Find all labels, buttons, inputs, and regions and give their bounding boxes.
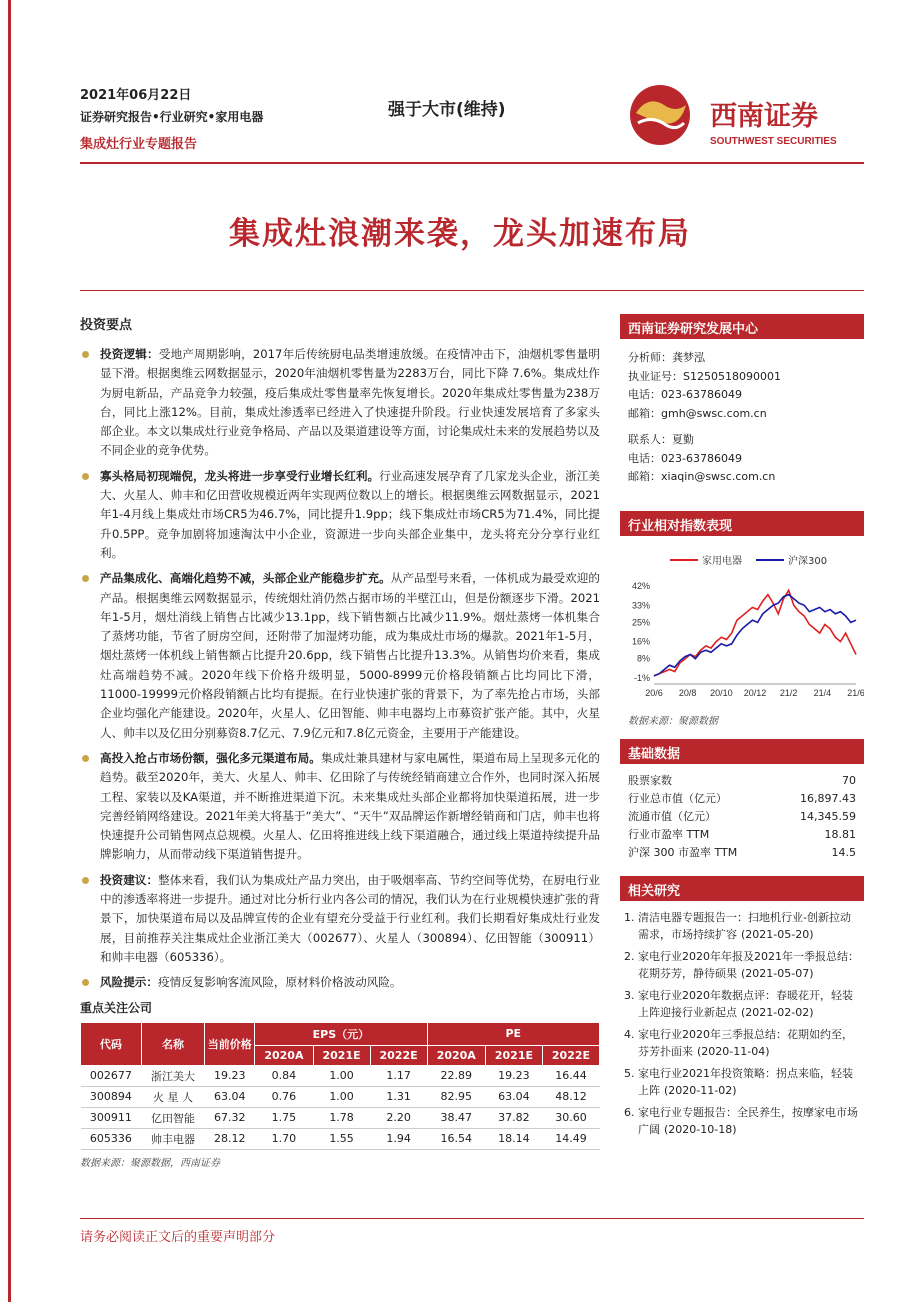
bullet-text: 集成灶兼具建材与家电属性，渠道布局上呈现多元化的趋势。截至2020年，美大、火星人、帅丰、亿田除了与传统经销商建立合作外，也同时深入拓展工程、家装以及KA渠道，并不断推进渠道下沉。未来集成灶头部企业都将加快渠道拓展，进一步完善经销网络建设。2021年美大将基于“美大”、“天牛”双品牌运作新增经销商和门店，帅丰也将快速提升公司销售网点总规模。火星人、亿田将推进线上线下渠道融合，通过线上渠道持续提升品牌影响力，从而带动线下渠道销售提升。	[100, 750, 600, 862]
th-pe: PE	[427, 1022, 599, 1045]
related-item-body	[638, 948, 860, 983]
bullet-text: 疫情反复影响客流风险，原材料价格波动风险。	[157, 975, 402, 990]
table-row	[81, 1107, 600, 1128]
basic-data-value: 14,345.59	[800, 809, 856, 823]
related-item-number: 3.	[624, 988, 635, 1002]
y-tick-label: 33%	[631, 599, 650, 610]
cell-price: 63.04	[213, 1090, 246, 1103]
industry-rating: 强于大市(维持)	[388, 100, 506, 120]
cell-code: 300894	[89, 1090, 132, 1103]
cell-name: 火 星 人	[153, 1090, 194, 1104]
basic-data-value: 70	[842, 773, 856, 787]
analyst-name: 分析师：龚梦泓	[628, 351, 705, 364]
cell-pe: 18.14	[498, 1132, 530, 1145]
cell-code: 605336	[89, 1132, 132, 1145]
basic-data-label: 行业总市值（亿元）	[628, 791, 727, 805]
y-tick-label: 16%	[631, 636, 650, 647]
footer-disclaimer: 请务必阅读正文后的重要声明部分	[80, 1230, 276, 1245]
cell-eps: 1.55	[329, 1132, 354, 1145]
related-item-title: 家电行业专题报告：全民养生，按摩家电市场广阔	[638, 1105, 858, 1136]
cell-pe: 30.60	[555, 1111, 587, 1124]
x-tick-label: 20/8	[678, 687, 697, 698]
stock-table-heading: 重点关注公司	[80, 1000, 153, 1015]
basic-data-list	[620, 764, 864, 862]
main-column	[80, 314, 600, 1169]
cell-pe: 38.47	[440, 1111, 472, 1124]
header-divider	[80, 162, 864, 164]
cell-eps: 1.94	[386, 1132, 411, 1145]
stock-table	[80, 1022, 600, 1150]
related-research-item[interactable]	[624, 1026, 860, 1061]
th-year-eps: 2020A	[255, 1045, 313, 1065]
related-item-date: (2021-02-02)	[741, 1006, 814, 1019]
related-research-item[interactable]	[624, 987, 860, 1022]
x-tick-label: 20/6	[645, 687, 663, 698]
invest-bullet	[80, 749, 600, 865]
cell-name: 帅丰电器	[151, 1132, 196, 1146]
related-item-number: 1.	[624, 910, 635, 924]
stock-table-body	[81, 1065, 600, 1149]
table-row	[81, 1065, 600, 1086]
related-item-number: 4.	[624, 1027, 635, 1041]
cell-code: 300911	[89, 1111, 132, 1124]
cell-pe: 14.49	[555, 1132, 587, 1145]
th-eps: EPS（元）	[255, 1022, 427, 1045]
left-accent-bar	[8, 0, 11, 1302]
cell-name: 浙江美大	[151, 1069, 196, 1083]
basic-data-row	[620, 790, 864, 808]
invest-heading: 投资要点	[80, 318, 133, 333]
x-tick-label: 20/12	[743, 687, 767, 698]
related-item-number: 2.	[624, 949, 635, 963]
related-item-number: 5.	[624, 1066, 635, 1080]
related-research-item[interactable]	[624, 1065, 860, 1100]
chart-source: 数据来源：聚源数据	[628, 715, 718, 727]
report-date: 2021年06月22日	[80, 88, 192, 103]
bullet-lead: 风险提示：	[100, 975, 158, 990]
bullet-lead: 投资建议：	[100, 872, 159, 887]
report-type: 证券研究报告•行业研究•家用电器	[80, 110, 264, 124]
th-year-eps: 2021E	[313, 1045, 370, 1065]
cell-pe: 19.23	[498, 1069, 530, 1082]
basic-data-row	[620, 826, 864, 844]
cell-eps: 1.75	[271, 1111, 297, 1124]
report-subtitle: 集成灶行业专题报告	[80, 137, 198, 152]
basic-data-label: 股票家数	[628, 773, 672, 787]
related-item-body	[638, 1104, 860, 1139]
invest-bullet	[80, 345, 600, 461]
table-row	[81, 1128, 600, 1149]
cell-eps: 1.00	[329, 1090, 354, 1103]
cell-code: 002677	[89, 1069, 132, 1082]
related-item-date: (2020-10-18)	[664, 1123, 737, 1136]
related-item-date: (2021-05-20)	[741, 928, 814, 941]
invest-bullet	[80, 569, 600, 743]
related-item-title: 家电行业2021年投资策略：拐点来临，轻装上阵	[638, 1066, 853, 1097]
related-item-title: 家电行业2020年年报及2021年一季报总结：花期芬芳，静待硕果	[638, 949, 859, 980]
cell-pe: 37.82	[498, 1111, 530, 1124]
contact-info	[620, 339, 864, 487]
y-tick-label: 25%	[631, 616, 650, 627]
related-research-heading: 相关研究	[620, 876, 864, 901]
cell-eps: 1.70	[271, 1132, 297, 1145]
bullet-text: 行业高速发展孕育了几家龙头企业，浙江美大、火星人、帅丰和亿田营收规模近两年实现两位数以上的增长。根据奥维云网数据显示，2021年1-4月线上集成灶市场CR5为46.7%，同比提升1.9pp；线下集成灶市场CR5为71.4%，同比提升0.5PP。竞争加剧将加速淘汰中小企业，资源进一步向头部企业集中，龙头将充分分享行业红利。	[100, 468, 600, 560]
related-research-list	[620, 901, 864, 1139]
cell-eps: 1.17	[386, 1069, 411, 1082]
logo-en-text: SOUTHWEST SECURITIES	[710, 136, 837, 147]
cell-eps: 1.78	[329, 1111, 354, 1124]
report-title: 集成灶浪潮来袭，龙头加速布局	[229, 216, 691, 252]
logo-emblem-icon	[628, 83, 858, 153]
invest-bullet	[80, 467, 600, 563]
cell-eps: 1.31	[386, 1090, 411, 1103]
cell-eps: 1.00	[329, 1069, 354, 1082]
bullet-lead: 投资逻辑：	[100, 347, 159, 361]
bullet-text: 从产品型号来看，一体机成为最受欢迎的产品。根据奥维云网数据显示，传统烟灶消仍然占据市场的半壁江山，但是份额逐步下滑。2021年1-5月，烟灶消线上销售占比减少13.1pp，线下销售额占比减少11.9%。烟灶蒸烤一体机集合了蒸烤功能，节省了厨房空间，还附带了加湿烤功能，成为集成灶市场的爆款。2021年1-5月，烟灶蒸烤一体机线上销售额占比提升20.6pp，线下销售占比提升13.3%。从销售均价来看，集成灶高端趋势不减。2020年线下价格升级明显，5000-8999元价格段销额占比均同比下滑，11000-19999元价格段销额占比均有提振。在行业快速扩张的背景下，为了率先抢占市场，头部企业均强化产能建设。2020年，火星人、亿田智能、帅丰电器均上市募资扩张产能。其中，火星人、帅丰以及亿田分别募资8.7亿元、7.9亿元和7.8亿元资金，主要用于产能建设。	[100, 571, 600, 740]
cell-pe: 82.95	[440, 1090, 472, 1103]
th-name: 名称	[141, 1022, 204, 1065]
company-logo	[628, 83, 858, 153]
basic-data-label: 行业市盈率 TTM	[628, 827, 710, 841]
bullet-text: 受地产周期影响，2017年后传统厨电品类增速放缓。在疫情冲击下，油烟机零售量明显下滑。根据奥维云网数据显示，2020年油烟机零售量为2283万台，同比下降 7.6%。集成灶作为厨电新品，产品竞争力较强，疫后集成灶零售量率先恢复增长。2020年集成灶零售量为238万台，同比上涨12%。目前，集成灶渗透率已经进入了快速提升阶段。行业快速发展培育了多家头部企业。本文以集成灶行业竞争格局、产品以及渠道建设等方面，讨论集成灶未来的发展趋势以及不同企业的竞争优势。	[100, 347, 600, 458]
contact-phone: 电话：023-63786049	[628, 451, 742, 465]
title-divider	[80, 290, 864, 291]
related-research-item[interactable]	[624, 948, 860, 983]
related-item-date: (2020-11-04)	[697, 1045, 770, 1058]
th-code: 代码	[81, 1022, 142, 1065]
basic-data-row	[620, 844, 864, 862]
logo-cn-text: 西南证券	[710, 101, 818, 132]
cell-pe: 16.54	[440, 1132, 472, 1145]
analyst-phone: 电话：023-63786049	[628, 388, 742, 401]
related-item-title: 家电行业2020年数据点评：春暖花开，轻装上阵迎接行业新起点	[638, 988, 853, 1019]
analyst-license: 执业证号：S1250518090001	[628, 369, 781, 383]
x-tick-label: 21/6	[847, 687, 864, 698]
related-item-title: 家电行业2020年三季报总结：花期如约至，芬芳扑面来	[638, 1027, 853, 1058]
x-tick-label: 20/10	[710, 687, 733, 698]
bullet-lead: 产品集成化、高端化趋势不减，头部企业产能稳步扩充。	[100, 571, 391, 586]
invest-bullet	[80, 871, 600, 967]
table-row	[81, 1086, 600, 1107]
cell-price: 19.23	[213, 1069, 246, 1082]
series-line-1	[654, 594, 856, 675]
cell-pe: 16.44	[555, 1069, 587, 1082]
side-column	[620, 314, 864, 1143]
y-tick-label: 42%	[631, 580, 650, 591]
bullet-text: 整体来看，我们认为集成灶产品力突出，由于吸烟率高、节约空间等优势，在厨电行业中的渗透率将进一步提升。通过对比分析行业内各公司的情况，我们认为在行业规模快速扩张的背景下，加快渠道布局以及品牌宣传的企业有望充分受益于行业红利。我们长期看好集成灶行业发展，目前推荐关注集成灶企业浙江美大（002677）、火星人（300894）、亿田智能（300911）和帅丰电器（605336）。	[100, 872, 600, 964]
index-chart-heading: 行业相对指数表现	[620, 511, 864, 536]
relative-index-chart	[620, 536, 864, 700]
cell-pe: 22.89	[440, 1069, 472, 1082]
basic-data-label: 流通市值（亿元）	[628, 809, 716, 823]
basic-data-value: 14.5	[831, 845, 856, 859]
th-price: 当前价格	[205, 1022, 255, 1065]
basic-data-label: 沪深 300 市盈率 TTM	[628, 845, 738, 859]
related-item-title: 清洁电器专题报告一：扫地机行业-创新拉动需求，市场持续扩容	[638, 910, 851, 941]
th-year-pe: 2021E	[485, 1045, 542, 1065]
cell-price: 28.12	[213, 1132, 246, 1145]
related-item-body	[638, 909, 860, 944]
related-item-number: 6.	[624, 1105, 635, 1119]
basic-data-heading: 基础数据	[620, 739, 864, 764]
cell-price: 67.32	[213, 1111, 246, 1124]
basic-data-row	[620, 772, 864, 790]
cell-eps: 0.84	[271, 1069, 297, 1082]
legend-label: 家用电器	[702, 555, 742, 567]
legend-label: 沪深300	[788, 555, 828, 567]
y-tick-label: 8%	[636, 653, 650, 664]
x-tick-label: 21/2	[779, 687, 798, 698]
series-line-0	[654, 590, 856, 676]
th-year-pe: 2022E	[542, 1045, 599, 1065]
basic-data-value: 16,897.43	[800, 791, 856, 805]
related-item-body	[638, 987, 860, 1022]
related-item-date: (2020-11-02)	[664, 1084, 737, 1097]
invest-bullets	[80, 345, 600, 993]
basic-data-value: 18.81	[824, 827, 856, 841]
x-tick-label: 21/4	[813, 687, 832, 698]
stock-table-source: 数据来源：聚源数据，西南证券	[80, 1157, 220, 1169]
research-center-heading: 西南证券研究发展中心	[620, 314, 864, 339]
analyst-email[interactable]: 邮箱：gmh@swsc.com.cn	[628, 406, 767, 420]
cell-name: 亿田智能	[151, 1111, 196, 1125]
contact-person: 联系人：夏勤	[628, 433, 694, 446]
bullet-lead: 高投入抢占市场份额，强化多元渠道布局。	[100, 750, 321, 765]
footer-divider	[80, 1218, 864, 1219]
cell-eps: 0.76	[271, 1090, 297, 1103]
basic-data-row	[620, 808, 864, 826]
cell-pe: 63.04	[498, 1090, 530, 1103]
related-research-item[interactable]	[624, 909, 860, 944]
contact-email[interactable]: 邮箱：xiaqin@swsc.com.cn	[628, 470, 776, 483]
related-item-body	[638, 1065, 860, 1100]
related-research-item[interactable]	[624, 1104, 860, 1139]
th-year-pe: 2020A	[427, 1045, 485, 1065]
y-tick-label: -1%	[633, 672, 650, 683]
cell-eps: 2.20	[386, 1111, 411, 1124]
cell-pe: 48.12	[555, 1090, 587, 1103]
th-year-eps: 2022E	[370, 1045, 427, 1065]
bullet-lead: 寡头格局初现端倪，龙头将进一步享受行业增长红利。	[100, 468, 380, 483]
related-item-body	[638, 1026, 860, 1061]
invest-bullet	[80, 973, 600, 992]
related-item-date: (2021-05-07)	[741, 967, 814, 980]
